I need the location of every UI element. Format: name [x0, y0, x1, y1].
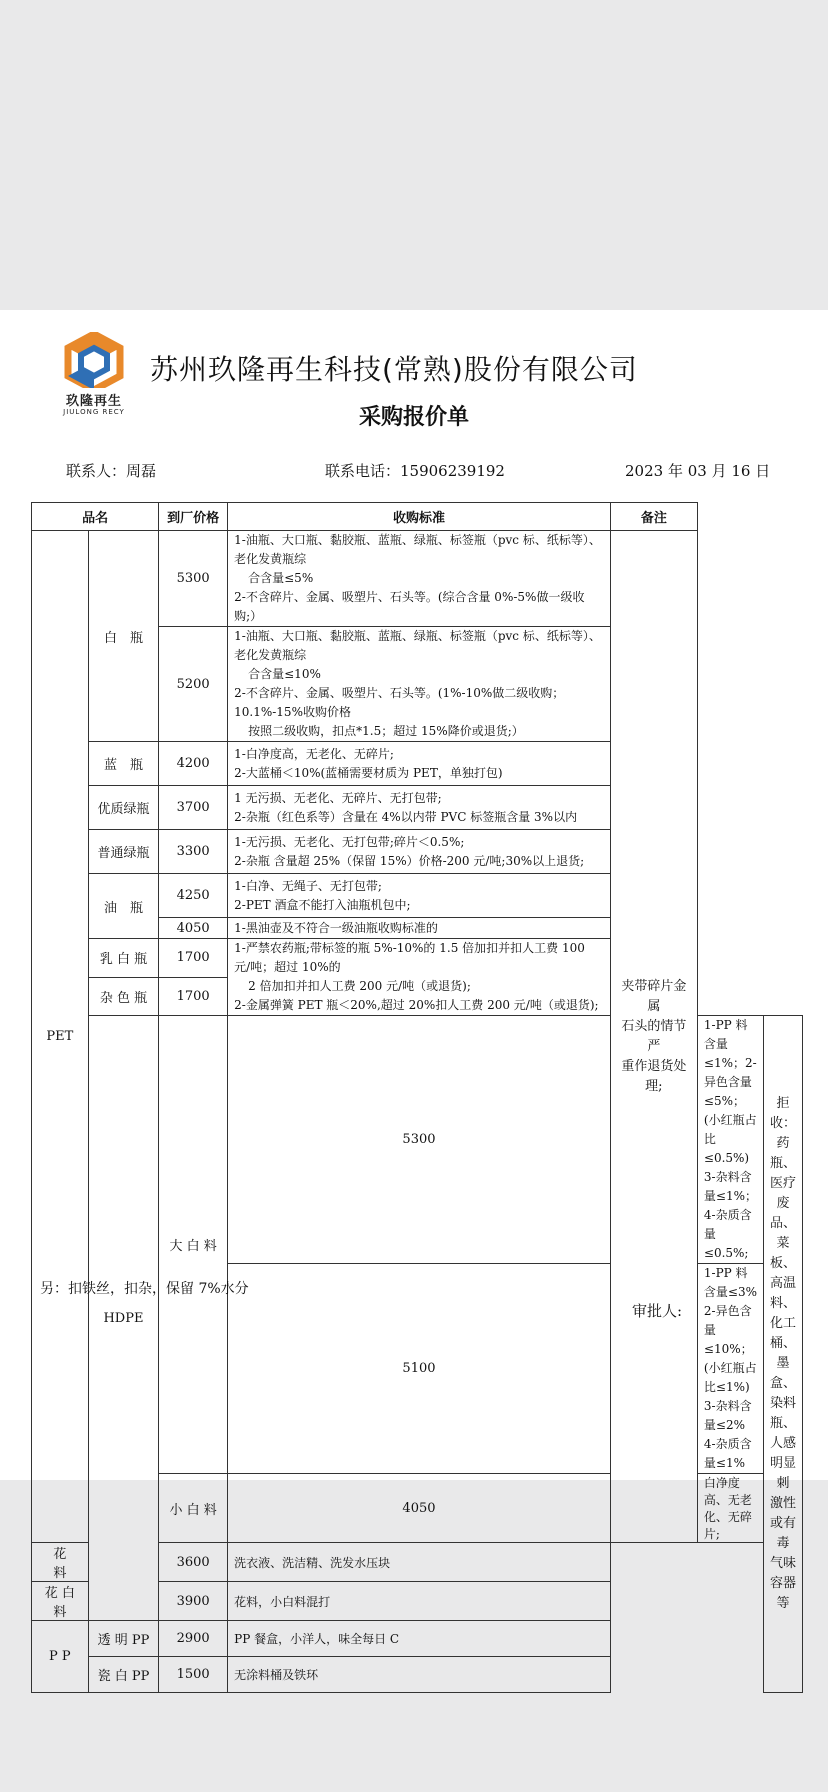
item-standard: [228, 742, 611, 786]
standard-line: 3-杂料含量≤2% 4-杂质含量≤1%: [703, 1399, 769, 1470]
item-standard: 洗衣液、洗洁精、洗发水压块: [228, 1543, 611, 1582]
standard-line: 1-油瓶、大口瓶、黏胶瓶、蓝瓶、绿瓶、标签瓶（pvc 标、纸标等）、老化发黄瓶综: [234, 629, 601, 662]
remark-hdpe: [763, 1016, 802, 1693]
logo-hexagon-icon: [58, 332, 130, 388]
quote-sheet: [0, 310, 828, 1684]
category-pet: PET: [32, 531, 89, 1543]
standard-line: 3-杂料含量≤1%； 4-杂质含量≤0.5%;: [703, 1170, 763, 1260]
document-title: 采购报价单: [358, 405, 469, 430]
item-standard: [697, 1016, 763, 1264]
remark-line: 夹带碎片金属: [621, 978, 687, 1014]
item-price: 1500: [159, 1657, 228, 1693]
item-price: 2900: [159, 1621, 228, 1657]
standard-line: 2-不含碎片、金属、吸塑片、石头等。(1%-10%做二级收购；10.1%-15%收购价格: [234, 686, 565, 719]
standard-line: 2-金属弹簧 PET 瓶＜20%,超过 20%扣人工费 200 元/吨（或退货);: [234, 998, 599, 1012]
contact-phone: 联系电话：15906239192: [325, 462, 505, 480]
standard-line: 2-杂瓶（红色系等）含量在 4%以内带 PVC 标签瓶含量 3%以内: [234, 809, 578, 824]
table-header-row: [32, 503, 803, 531]
item-standard: [228, 531, 611, 627]
item-standard: [697, 1264, 769, 1474]
remark-line: 石头的情节严: [621, 1018, 687, 1054]
item-price: 3900: [159, 1582, 228, 1621]
item-standard: 白净度高、无老化、无碎片;: [697, 1474, 763, 1543]
item-name: 大 白 料: [159, 1016, 228, 1474]
item-name: 瓷 白 PP: [88, 1657, 158, 1693]
logo-cn-text: 玖隆再生: [65, 394, 122, 409]
item-name: 花 料: [32, 1543, 89, 1582]
item-price: 3300: [159, 830, 228, 874]
item-price: 4050: [159, 918, 228, 939]
remark-line: 重作退货处理;: [621, 1058, 687, 1094]
item-name: 优质绿瓶: [88, 786, 158, 830]
standard-line: 1-白净、无绳子、无打包带;: [234, 878, 382, 893]
standard-line: 合含量≤5%: [248, 571, 314, 585]
remark-line: 拒收：药瓶、: [769, 1096, 796, 1171]
item-standard: [228, 830, 611, 874]
item-price: 5200: [159, 627, 228, 742]
remark-line: 盒、染料瓶、: [769, 1376, 796, 1431]
item-name: 透 明 PP: [88, 1621, 158, 1657]
standard-line: 1 无污损、无老化、无碎片、无打包带;: [234, 790, 442, 805]
remark-line: 医疗废品、菜: [769, 1176, 796, 1251]
standard-line: 2-大蓝桶＜10%(蓝桶需要材质为 PET，单独打包): [234, 765, 503, 780]
item-standard: 无涂料桶及铁环: [228, 1657, 611, 1693]
standard-line: 1-油瓶、大口瓶、黏胶瓶、蓝瓶、绿瓶、标签瓶（pvc 标、纸标等）、老化发黄瓶综: [234, 533, 601, 566]
item-standard: [228, 918, 611, 939]
item-price: 3700: [159, 786, 228, 830]
item-price: 4250: [159, 874, 228, 918]
header-price: 到厂价格: [159, 503, 228, 531]
item-name: 杂 色 瓶: [88, 977, 158, 1016]
remark-line: 板、高温料、: [769, 1256, 796, 1311]
remark-line: 人感明显刺: [769, 1436, 796, 1491]
item-standard: 花料，小白料混打: [228, 1582, 611, 1621]
standard-line: 2-不含碎片、金属、吸塑片、石头等。(综合含量 0%-5%做一级收购;）: [234, 590, 585, 623]
table-row: [32, 531, 803, 627]
standard-line: 按照二级收购，扣点*1.5；超过 15%降价或退货;）: [248, 724, 524, 738]
price-table: [31, 502, 803, 1693]
approver-label: 审批人:: [632, 1302, 683, 1320]
item-name: 花 白 料: [32, 1582, 89, 1621]
remark-line: 气味容器等: [769, 1556, 796, 1611]
item-name: 白 瓶: [88, 531, 158, 742]
contact-person: 联系人：周磊: [66, 462, 157, 480]
standard-line: 1-无污损、无老化、无打包带;碎片＜0.5%;: [234, 834, 465, 849]
item-price: 5300: [228, 1016, 611, 1264]
item-standard: [228, 939, 611, 1016]
item-name: 油 瓶: [88, 874, 158, 939]
remark-line: 化工桶、墨: [769, 1316, 796, 1371]
standard-line: 2-杂瓶 含量超 25%（保留 15%）价格-200 元/吨;30%以上退货;: [234, 853, 585, 868]
footer-note: 另：扣铁丝，扣杂，保留 7%水分: [40, 1281, 249, 1297]
table-row: [32, 1657, 803, 1693]
item-standard: [228, 627, 611, 742]
item-name: 蓝 瓶: [88, 742, 158, 786]
standard-line: 1-PP 料含量≤3% 2-异色含量≤10%；(小红瓶占比≤1%): [703, 1266, 769, 1394]
item-price: 1700: [159, 977, 228, 1016]
item-price: 4200: [159, 742, 228, 786]
item-price: 3600: [159, 1543, 228, 1582]
item-name: 乳 白 瓶: [88, 939, 158, 978]
item-price: 5100: [228, 1264, 611, 1474]
item-name: 普通绿瓶: [88, 830, 158, 874]
item-standard: [228, 874, 611, 918]
standard-line: 1-黑油壶及不符合一级油瓶收购标准的: [234, 920, 438, 935]
item-standard: PP 餐盒，小洋人，味全每日 C: [228, 1621, 611, 1657]
item-price: 5300: [159, 531, 228, 627]
item-price: 4050: [228, 1474, 611, 1543]
standard-line: 2 倍加扣并扣人工费 200 元/吨（或退货);: [248, 979, 471, 993]
standard-line: 1-白净度高，无老化、无碎片;: [234, 746, 394, 761]
standard-line: 1-PP 料含量≤1%；2-异色含量≤5%；(小红瓶占比≤0.5%): [703, 1018, 757, 1165]
table-row: [32, 1621, 803, 1657]
standard-line: 2-PET 酒盒不能打入油瓶机包中;: [234, 897, 411, 912]
remark-pet: [610, 531, 697, 1543]
header-remark: 备注: [610, 503, 697, 531]
item-standard: [228, 786, 611, 830]
header-name: 品名: [32, 503, 159, 531]
category-pp: P P: [32, 1621, 89, 1693]
category-hdpe: HDPE: [88, 1016, 158, 1621]
standard-line: 1-严禁农药瓶;带标签的瓶 5%-10%的 1.5 倍加扣并扣人工费 100 元/吨；超过 10%的: [234, 941, 585, 974]
item-name: 小 白 料: [159, 1474, 228, 1543]
quote-date: 2023 年 03 月 16 日: [625, 462, 771, 480]
remark-line: 激性或有毒: [769, 1496, 796, 1551]
standard-line: 合含量≤10%: [248, 667, 321, 681]
logo-en-text: JIULONG RECY: [63, 408, 125, 416]
header-standard: 收购标准: [228, 503, 611, 531]
item-price: 1700: [159, 939, 228, 978]
company-name: 苏州玖隆再生科技(常熟)股份有限公司: [150, 353, 638, 386]
